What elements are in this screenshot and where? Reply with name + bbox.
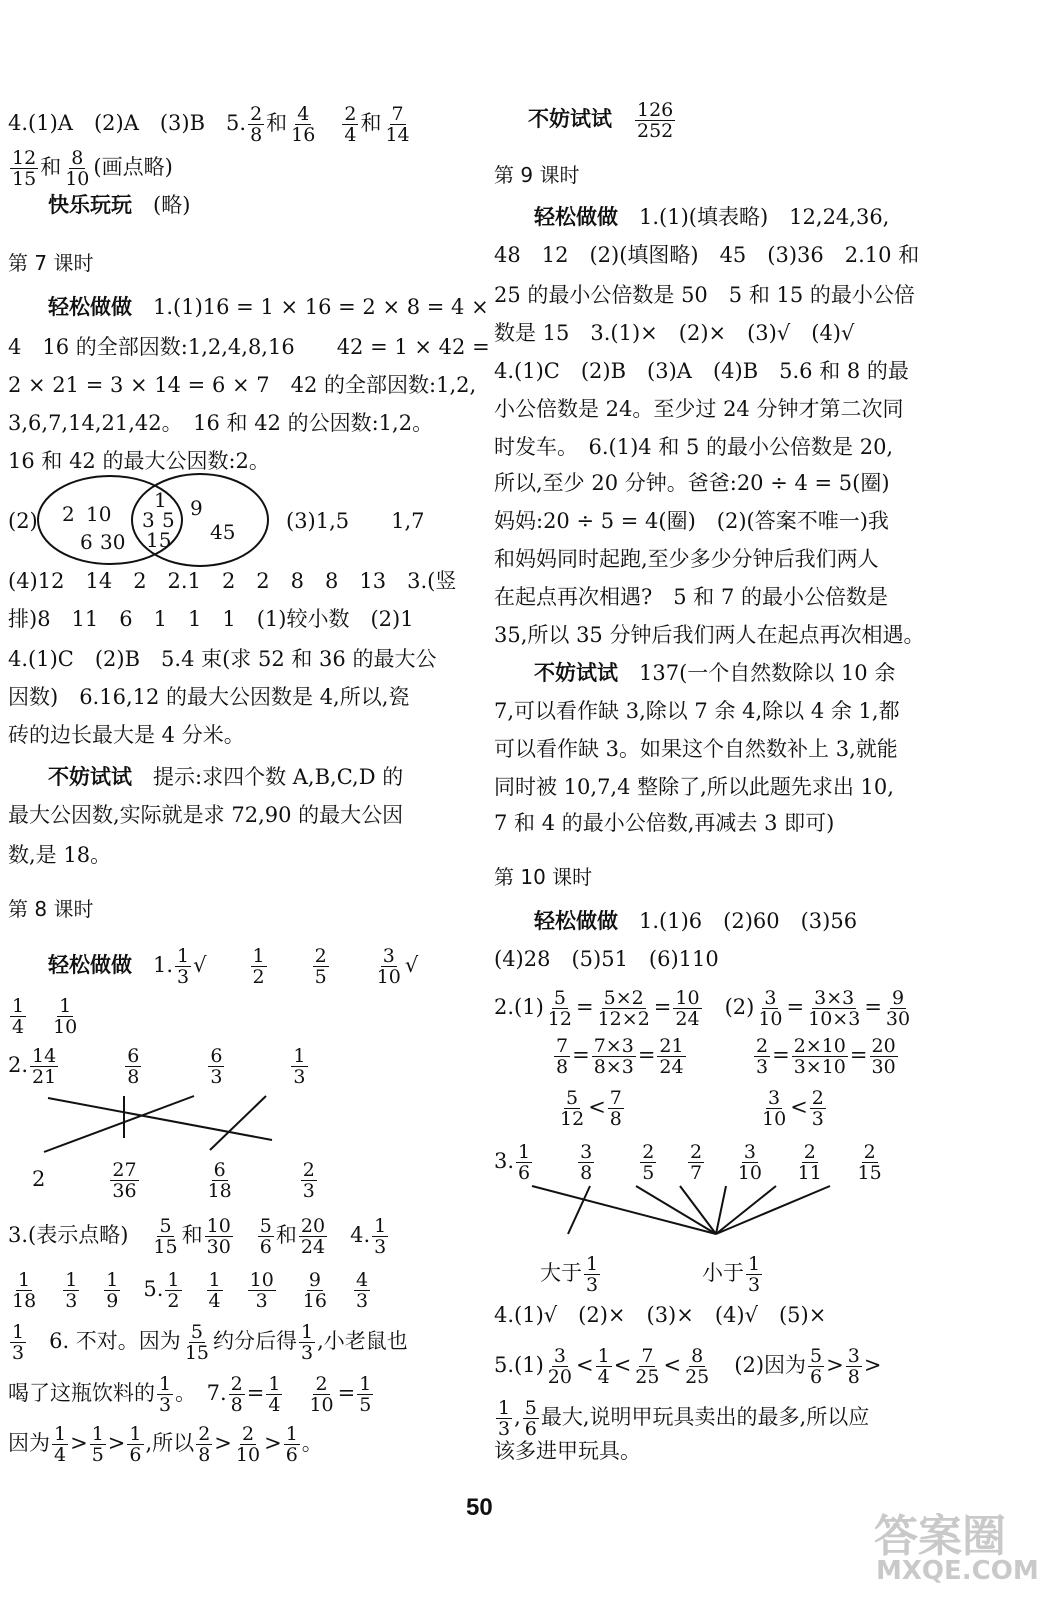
fraction: $\frac{1}{4}$	[208, 1269, 221, 1312]
fraction: $\frac{5\times 2}{12\times 2}$	[597, 987, 650, 1030]
fraction: $\frac{2}{7}$	[690, 1141, 703, 1184]
line: 排)8 11 6 1 1 1 (1)较小数 (2)1	[8, 607, 414, 631]
line: 该多进甲玩具。	[494, 1439, 641, 1463]
line: 7,可以看作缺 3,除以 7 余 4,除以 4 余 1,都	[494, 699, 900, 723]
fraction: $\frac{1}{18}$	[12, 1269, 37, 1312]
fraction: $\frac{6}{18}$	[207, 1159, 232, 1202]
line: 小于 $\frac{1}{3}$	[702, 1253, 761, 1296]
lesson9-heading: 第 9 课时	[494, 163, 580, 187]
fraction: $\frac{12}{15}$	[12, 147, 37, 190]
line: 妈妈:20 ÷ 5 = 4(圈) (2)(答案不唯一)我	[494, 509, 889, 533]
fraction: $\frac{14}{21}$	[32, 1045, 57, 1088]
line: $\frac{5}{12}$ < $\frac{7}{8}$	[560, 1087, 622, 1130]
watermark-logo: 答案圈	[874, 1511, 1006, 1562]
line: 3,6,7,14,21,42。 16 和 42 的公因数:1,2。	[8, 411, 434, 435]
line: 轻松做做 1.(1)(填表略) 12,24,36,	[534, 205, 890, 229]
fraction: $\frac{1}{3}$	[65, 1269, 78, 1312]
line: 不妨试试 提示:求四个数 A,B,C,D 的	[48, 765, 404, 789]
line: 时发车。 6.(1)4 和 5 的最小公倍数是 20,	[494, 435, 894, 459]
fraction: $\frac{7}{14}$	[385, 103, 410, 146]
line: 48 12 (2)(填图略) 45 (3)36 2.10 和	[494, 243, 920, 267]
fraction: $\frac{3}{8}$	[580, 1141, 593, 1184]
fraction: $\frac{2}{10}$	[235, 1423, 261, 1466]
fraction: $\frac{2}{3}$	[756, 1035, 769, 1078]
line: 4.(1)√ (2)× (3)× (4)√ (5)×	[494, 1303, 827, 1327]
fraction: $\frac{6}{8}$	[127, 1045, 140, 1088]
fraction: $\frac{1}{3}$	[586, 1253, 599, 1296]
line: 因数) 6.16,12 的最大公因数是 4,所以,瓷	[8, 685, 410, 709]
line: 同时被 10,7,4 整除了,所以此题先求出 10,	[494, 775, 894, 799]
line	[8, 996, 81, 1037]
fraction: $\frac{2}{3}$	[811, 1087, 824, 1130]
line: $\frac{1}{18}$ $\frac{1}{3}$ $\frac{1}{9}$ 5. $\frac{1}{2}$ $\frac{1}{4}$ $\frac{10}{3}$ $\frac{9}{16}$ $\frac{4}{3}$	[12, 1269, 369, 1312]
fraction: $\frac{126}{252}$	[637, 99, 674, 142]
fraction: $\frac{1}{5}$	[91, 1423, 104, 1466]
q2-label: (2)	[8, 509, 38, 533]
fraction: $\frac{9}{30}$	[885, 987, 911, 1030]
venn-value: 15	[146, 528, 172, 552]
line: 3.(表示点略) $\frac{5}{15}$ 和 $\frac{10}{30}$ $\frac{5}{6}$ 和 $\frac{20}{24}$ 4. $\frac{1}{3}$	[8, 1215, 387, 1258]
fraction: $\frac{1}{4}$	[597, 1345, 610, 1388]
fraction: $\frac{9}{16}$	[302, 1269, 327, 1312]
line: 2 $\frac{27}{36}$ $\frac{6}{18}$ $\frac{2}{3}$	[32, 1159, 315, 1202]
match-line	[532, 1186, 716, 1234]
line: 轻松做做 1.(1)16 = 1 × 16 = 2 × 8 = 4 ×	[48, 295, 489, 319]
line: 和妈妈同时起跑,至少多少分钟后我们两人	[494, 547, 879, 571]
venn-value: 30	[100, 530, 126, 554]
fraction: $\frac{2}{5}$	[314, 945, 327, 988]
venn-value: 1	[154, 488, 167, 512]
fraction: $\frac{7}{8}$	[609, 1087, 622, 1130]
fraction: $\frac{1}{2}$	[252, 945, 265, 988]
line: 2 × 21 = 3 × 14 = 6 × 7 42 的全部因数:1,2,	[8, 373, 477, 397]
line: $\frac{7}{8}$ = $\frac{7\times 3}{8\times 3}$ = $\frac{21}{24}$	[556, 1035, 684, 1078]
fraction: $\frac{8}{25}$	[685, 1345, 710, 1388]
line: $\frac{1}{3}$ , $\frac{5}{6}$ 最大,说明甲玩具卖出的最多,所以应	[498, 1397, 870, 1440]
text: 4.(1)A (2)A (3)B 5.	[8, 111, 247, 135]
match-line	[48, 1098, 272, 1140]
lesson8-heading: 第 8 课时	[8, 897, 94, 921]
fraction: $\frac{27}{36}$	[112, 1159, 137, 1202]
fraction: $\frac{21}{24}$	[659, 1035, 684, 1078]
line: 7 和 4 的最小公倍数,再减去 3 即可)	[494, 811, 835, 835]
fraction: $\frac{2\times 10}{3\times 10}$	[793, 1035, 846, 1078]
fraction: $\frac{1}{3}$	[301, 1321, 314, 1364]
line: 不妨试试 $\frac{126}{252}$	[528, 99, 674, 142]
fraction: $\frac{5}{6}$	[259, 1215, 272, 1258]
fraction: $\frac{1}{3}$	[293, 1045, 306, 1088]
fraction: $\frac{2}{3}$	[302, 1159, 315, 1202]
fraction: $\frac{2}{8}$	[230, 1373, 243, 1416]
line: 所以,至少 20 分钟。爸爸:20 ÷ 4 = 5(圈)	[494, 471, 890, 495]
fraction: $\frac{2}{10}$	[309, 1373, 334, 1416]
fraction: $\frac{5}{15}$	[184, 1321, 209, 1364]
line: 数,是 18。	[8, 843, 112, 867]
line: 砖的边长最大是 4 分米。	[8, 723, 245, 747]
line: (3)1,5 1,7	[286, 509, 425, 533]
match-line	[636, 1186, 716, 1234]
line: 4.(1)C (2)B 5.4 束(求 52 和 36 的最大公	[8, 647, 437, 671]
page-number: 50	[466, 1494, 493, 1521]
fraction: $\frac{1}{3}$	[374, 1215, 387, 1258]
fraction: $\frac{3}{10}$	[762, 1087, 787, 1130]
fraction: $\frac{8}{10}$	[65, 147, 90, 190]
fraction: $\frac{5}{12}$	[560, 1087, 585, 1130]
fraction: $\frac{3}{8}$	[847, 1345, 860, 1388]
fraction: $\frac{3}{10}$	[758, 987, 783, 1030]
line: 2.(1) $\frac{5}{12}$ = $\frac{5\times 2}{12\times 2}$ = $\frac{10}{24}$ (2) $\frac{3}{10}$ = $\frac{3\times 3}{10\times 3}$ = $\frac{9}{30}$	[494, 987, 911, 1030]
fraction: $\frac{5}{6}$	[810, 1345, 823, 1388]
fraction: $\frac{1}{6}$	[285, 1423, 298, 1466]
fraction: $\frac{1}{3}$	[748, 1253, 761, 1296]
line: 可以看作缺 3。如果这个自然数补上 3,就能	[494, 737, 898, 761]
venn-value: 45	[210, 520, 236, 544]
match-line	[210, 1096, 266, 1150]
line: 5.(1) $\frac{3}{20}$ < $\frac{1}{4}$ < $\frac{7}{25}$ < $\frac{8}{25}$ (2)因为 $\frac{5}{6}$ > $\frac{3}{8}$ >	[494, 1345, 882, 1388]
line: 2. $\frac{14}{21}$ $\frac{6}{8}$ $\frac{6}{3}$ $\frac{1}{3}$	[8, 1045, 306, 1088]
fraction: $\frac{10}{24}$	[675, 987, 700, 1030]
line: $\frac{1}{3}$ 6. 不对。因为 $\frac{5}{15}$ 约分后得 $\frac{1}{3}$ ,小老鼠也	[12, 1321, 408, 1364]
line: (4)28 (5)51 (6)110	[494, 947, 719, 971]
play-section: 快乐玩玩 (略)	[48, 193, 191, 217]
lesson7-heading: 第 7 课时	[8, 251, 94, 275]
line: 因为 $\frac{1}{4}$ > $\frac{1}{5}$ > $\frac{1}{6}$ ,所以 $\frac{2}{8}$ > $\frac{2}{10}$ > $\frac{1}{6}$ 。	[8, 1423, 323, 1466]
fraction: $\frac{5}{6}$	[524, 1397, 537, 1440]
fraction: $\frac{2}{15}$	[857, 1141, 882, 1184]
fraction: $\frac{1}{3}$	[498, 1397, 511, 1440]
fraction: $\frac{3}{10}$	[376, 945, 401, 988]
line: 轻松做做 1. $\frac{1}{3}$ √ $\frac{1}{2}$ $\frac{2}{5}$ $\frac{3}{10}$ √	[48, 945, 419, 988]
match-line	[716, 1186, 830, 1234]
line: 喝了这瓶饮料的 $\frac{1}{3}$ 。 7. $\frac{2}{8}$ = $\frac{1}{4}$ $\frac{2}{10}$ = $\frac{1}{5}$	[8, 1373, 372, 1416]
line: 4 16 的全部因数:1,2,4,8,16 42 = 1 × 42 =	[8, 335, 490, 359]
fraction: $\frac{7\times 3}{8\times 3}$	[593, 1035, 634, 1078]
fraction: $\frac{3\times 3}{10\times 3}$	[808, 987, 861, 1030]
fraction: $\frac{2}{4}$	[344, 103, 357, 146]
line-q4-cont: $\frac{12}{15}$ 和 $\frac{8}{10}$ (画点略)	[12, 147, 173, 190]
line: 轻松做做 1.(1)6 (2)60 (3)56	[534, 909, 858, 933]
line: 数是 15 3.(1)× (2)× (3)√ (4)√	[494, 321, 855, 345]
fraction: $\frac{1}{5}$	[359, 1373, 372, 1416]
fraction: $\frac{7}{8}$	[556, 1035, 569, 1078]
fraction: $\frac{2}{11}$	[797, 1141, 822, 1184]
fraction: $\frac{4}{3}$	[355, 1269, 369, 1312]
fraction: $\frac{5}{12}$	[547, 987, 572, 1030]
fraction: $\frac{2}{5}$	[642, 1141, 655, 1184]
fraction: $\frac{1}{10}$	[53, 995, 78, 1038]
fraction: $\frac{10}{3}$	[249, 1269, 274, 1312]
line: 3. $\frac{1}{6}$ $\frac{3}{8}$ $\frac{2}{5}$ $\frac{2}{7}$ $\frac{3}{10}$ $\frac{2}{11}$ $\frac{2}{15}$	[494, 1141, 882, 1184]
line: 35,所以 35 分钟后我们两人在起点再次相遇。	[494, 623, 925, 647]
fraction: $\frac{4}{16}$	[291, 103, 316, 146]
line: 最大公因数,实际就是求 72,90 的最大公因	[8, 803, 404, 827]
line: $\frac{2}{3}$ = $\frac{2\times 10}{3\times 10}$ = $\frac{20}{30}$	[756, 1035, 896, 1078]
venn-value: 6	[80, 530, 93, 554]
venn-value: 5	[162, 508, 175, 532]
fraction: $\frac{10}{30}$	[206, 1215, 231, 1258]
line: 不妨试试 137(一个自然数除以 10 余	[534, 661, 896, 685]
fraction: $\frac{1}{4}$	[54, 1423, 67, 1466]
venn-value: 2	[62, 502, 75, 526]
line: 25 的最小公倍数是 50 5 和 15 的最小公倍	[494, 283, 915, 307]
line: (4)12 14 2 2.1 2 2 8 8 13 3.(竖	[8, 569, 457, 593]
fraction: $\frac{1}{4}$	[12, 995, 25, 1038]
fraction: $\frac{1}{9}$	[106, 1269, 119, 1312]
fraction: $\frac{1}{6}$	[518, 1141, 531, 1184]
lesson10-heading: 第 10 课时	[494, 865, 593, 889]
fraction: $\frac{3}{10}$	[737, 1141, 762, 1184]
line: 16 和 42 的最大公因数:2。	[8, 449, 270, 473]
line: 小公倍数是 24。至少过 24 分钟才第二次同	[494, 397, 904, 421]
line: 4.(1)C (2)B (3)A (4)B 5.6 和 8 的最	[494, 359, 909, 383]
watermark-url: MXQE.COM	[876, 1556, 1039, 1586]
fraction: $\frac{1}{3}$	[159, 1373, 172, 1416]
fraction: $\frac{6}{3}$	[210, 1045, 223, 1088]
line: 大于 $\frac{1}{3}$	[540, 1253, 599, 1296]
fraction: $\frac{1}{4}$	[268, 1373, 281, 1416]
fraction: $\frac{5}{15}$	[153, 1215, 178, 1258]
match-line	[44, 1096, 194, 1152]
fraction: $\frac{2}{8}$	[250, 103, 263, 146]
fraction: $\frac{7}{25}$	[635, 1345, 660, 1388]
venn-value: 9	[190, 496, 203, 520]
venn-value: 10	[86, 502, 112, 526]
fraction: $\frac{1}{2}$	[167, 1269, 180, 1312]
line: $\frac{3}{10}$ < $\frac{2}{3}$	[762, 1087, 824, 1130]
fraction: $\frac{20}{24}$	[300, 1215, 326, 1258]
match-line	[568, 1186, 590, 1234]
line-q4: 4.(1)A (2)A (3)B 5. $\frac{2}{8}$ 和 $\frac{4}{16}$ $\frac{2}{4}$ 和 $\frac{7}{14}$	[8, 103, 410, 146]
fraction: $\frac{1}{3}$	[177, 945, 190, 988]
fraction: $\frac{20}{30}$	[871, 1035, 896, 1078]
fraction: $\frac{3}{20}$	[547, 1345, 572, 1388]
fraction: $\frac{1}{3}$	[12, 1321, 25, 1364]
fraction: $\frac{1}{6}$	[129, 1423, 142, 1466]
venn-value: 3	[142, 508, 155, 532]
fraction: $\frac{2}{8}$	[198, 1423, 211, 1466]
line: 在起点再次相遇? 5 和 7 的最小公倍数是	[494, 585, 889, 609]
